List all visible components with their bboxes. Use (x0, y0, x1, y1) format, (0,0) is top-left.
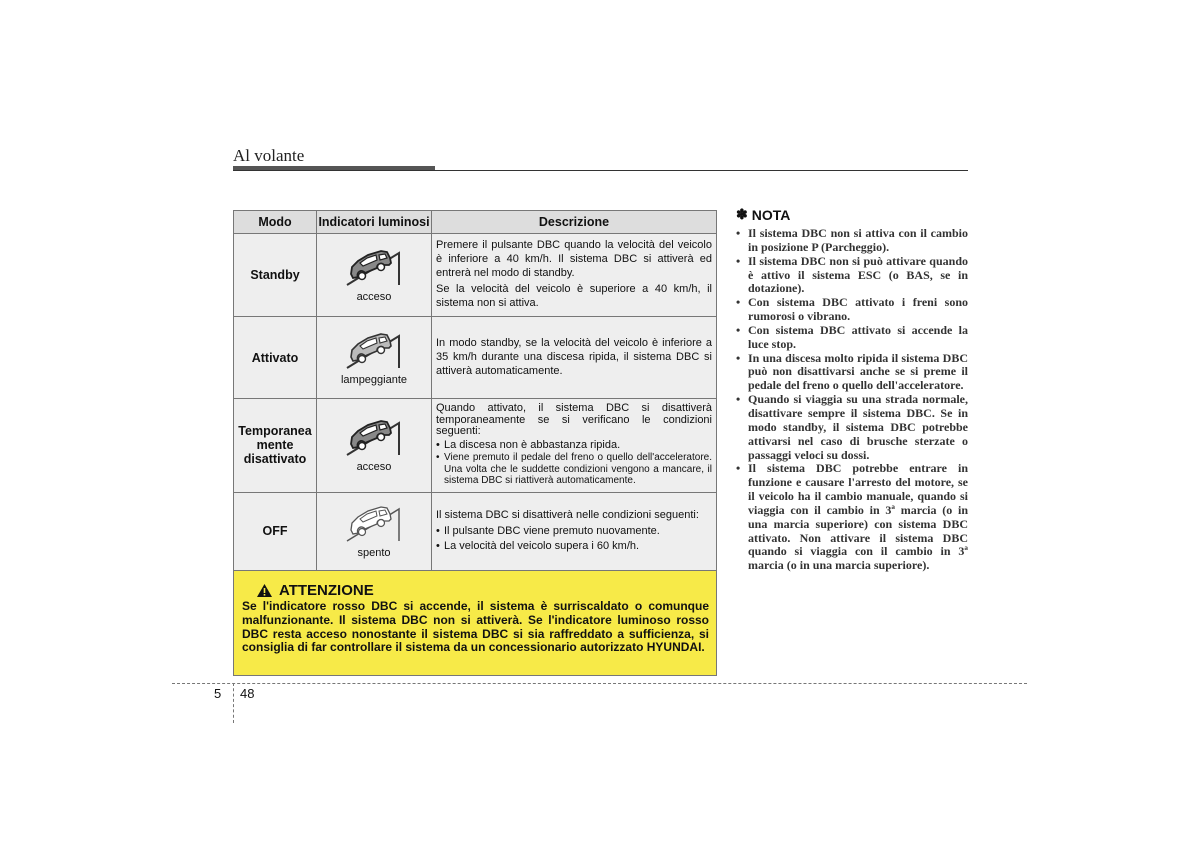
bullet-dot: • (436, 540, 440, 552)
list-item (736, 393, 968, 462)
table-row (234, 399, 717, 493)
list-item (736, 352, 968, 394)
indicator-cell (317, 234, 432, 317)
mode-cell: Standby (234, 234, 317, 317)
dbc-car-slope-icon (343, 503, 405, 543)
page-number: 48 (240, 686, 255, 701)
note-text: Con sistema DBC attivato i freni sono rumorosi o vibrano. (748, 295, 968, 324)
list-item (436, 524, 712, 538)
note-text: Il sistema DBC non si può attivare quando è attivo il sistema ESC (o BAS, se in dotazione). (748, 253, 968, 296)
description-text: Il sistema DBC si disattiverà nelle condizioni seguenti: (436, 509, 699, 521)
description-cell (432, 317, 717, 399)
mode-cell: OFF (234, 492, 317, 570)
warning-header (256, 582, 374, 599)
list-item (436, 539, 712, 553)
description-cell (432, 399, 717, 493)
note-title: NOTA (751, 206, 791, 223)
bullet-text: La discesa non è abbastanza ripida. (444, 438, 621, 451)
indicator-label: acceso (356, 461, 392, 474)
bullet-dot: • (736, 295, 741, 310)
bullet-dot: • (736, 350, 741, 365)
mode-cell: Attivato (234, 317, 317, 399)
indicator-cell (317, 399, 432, 493)
col-header-indicators: Indicatori luminosi (317, 211, 432, 234)
bullet-dot: • (436, 452, 440, 463)
bullet-dot: • (736, 226, 741, 240)
description-text: Premere il pulsante DBC quando la velocità del veicolo è inferiore a 40 km/h. Il sistema DBC si attiverà ed entrerà nel modo di standby. (436, 239, 712, 279)
note-text: Con sistema DBC attivato si accende la luce stop. (748, 322, 968, 351)
bullet-text: Viene premuto il pedale del freno o quello dell'acceleratore. Una volta che le suddette condizioni vengono a mancare, il sistema DBC si riattiverà automaticamente. (444, 452, 712, 486)
list-item (436, 452, 712, 487)
asterisk-icon: ✽ (736, 206, 748, 222)
warning-box (233, 570, 717, 676)
list-item (736, 296, 968, 324)
dbc-car-slope-icon (343, 247, 405, 287)
dbc-modes-table (233, 210, 717, 571)
mode-cell: Temporanea mente disattivato (234, 399, 317, 493)
dbc-car-slope-icon (343, 417, 405, 457)
list-item (436, 440, 712, 452)
col-header-mode: Modo (234, 211, 317, 234)
warning-triangle-icon (256, 583, 273, 598)
indicator-label: lampeggiante (340, 373, 408, 386)
note-list (736, 227, 968, 573)
footer-dashed-rule (172, 683, 1027, 684)
list-item (736, 324, 968, 352)
footer-dashed-divider (233, 683, 234, 723)
section-number: 5 (214, 686, 222, 701)
bullet-dot: • (736, 392, 741, 407)
warning-title: ATTENZIONE (279, 582, 374, 599)
table-row (234, 234, 717, 317)
indicator-label: spento (357, 547, 391, 559)
bullet-dot: • (436, 525, 440, 537)
col-header-description: Descrizione (432, 211, 717, 234)
dbc-car-slope-icon (343, 330, 405, 370)
note-text: Quando si viaggia su una strada normale, disattivare sempre il sistema DBC. Se in modo standby, il sistema DBC potrebbe attivarsi nel caso di brusche sterzate o passaggi veloci su dossi. (748, 392, 968, 462)
description-text: Se la velocità del veicolo è superiore a 40 km/h, il sistema non si attiva. (436, 283, 712, 309)
list-item (736, 227, 968, 255)
note-text: Il sistema DBC non si attiva con il cambio in posizione P (Parcheggio). (748, 226, 968, 254)
description-cell (432, 234, 717, 317)
bullet-dot: • (736, 253, 741, 268)
indicator-cell (317, 317, 432, 399)
bullet-dot: • (736, 322, 741, 337)
bullet-dot: • (436, 438, 440, 451)
indicator-label: acceso (356, 291, 392, 303)
section-title: Al volante (233, 146, 305, 165)
note-text: In una discesa molto ripida il sistema DBC può non disattivarsi anche se si preme il pedale del freno o quello dell'acceleratore. (748, 350, 968, 393)
description-text: In modo standby, se la velocità del veicolo è inferiore a 35 km/h durante una discesa ripida, il sistema DBC si attiverà automaticamente. (436, 336, 712, 377)
bullet-text: La velocità del veicolo supera i 60 km/h. (444, 540, 640, 552)
bullet-text: Il pulsante DBC viene premuto nuovamente. (444, 525, 660, 537)
table-row (234, 317, 717, 399)
indicator-cell (317, 492, 432, 570)
warning-text: Se l'indicatore rosso DBC si accende, il sistema è surriscaldato o comunque malfunzionante. Il sistema DBC non si attiverà. Se l'indicatore luminoso rosso DBC resta acceso nonostante il sistema DBC si sia raffreddato a sufficienza, si consiglia di far controllare il sistema da un concessionario autorizzato HYUNDAI. (242, 599, 709, 655)
list-item (736, 255, 968, 297)
note-text: Il sistema DBC potrebbe entrare in funzione e causare l'arresto del motore, se il veicolo ha il cambio manuale, quando si viaggia con il cambio in 3ª marcia (o in una marcia superiore) con sistema DBC attivato. Non attivare il sistema DBC quando si viaggia con il cambio in 3ª marcia (o in una marcia superiore). (748, 461, 968, 573)
bullet-dot: • (736, 461, 741, 476)
header-thin-rule (233, 170, 968, 171)
note-section (736, 206, 968, 573)
note-header (736, 206, 968, 223)
description-text: Quando attivato, il sistema DBC si disattiverà temporaneamente se si verificano le condizioni seguenti: (436, 402, 712, 437)
description-cell (432, 492, 717, 570)
table-row (234, 492, 717, 570)
list-item (736, 462, 968, 573)
